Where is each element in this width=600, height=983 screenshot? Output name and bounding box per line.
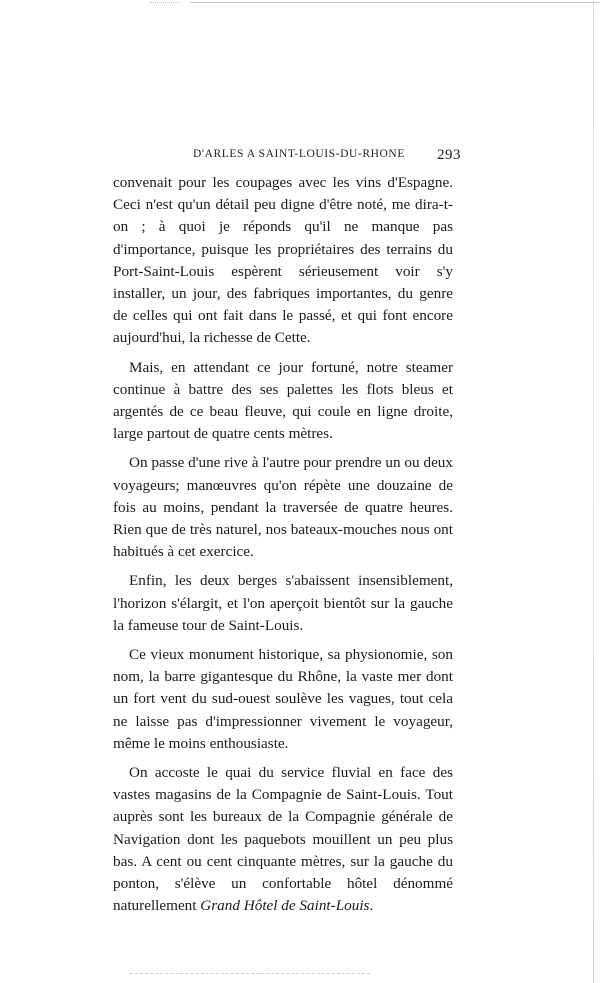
scan-artifact-top-dash — [150, 2, 180, 4]
body-text — [113, 172, 453, 925]
scan-artifact-bottom-dots — [130, 973, 370, 975]
paragraph-6 — [113, 762, 453, 917]
paragraph-6-end: . — [369, 897, 374, 915]
hotel-name: Grand Hôtel de Saint-Louis — [200, 897, 370, 915]
page-number: 293 — [437, 147, 461, 163]
paragraph-4: Enfin, les deux berges s'abaissent insensiblement, l'horizon s'élargit, et l'on aperçoit bientôt sur la gauche la fameuse tour de Saint-Louis. — [113, 572, 453, 634]
paragraph-5: Ce vieux monument historique, sa physionomie, son nom, la barre gigantesque du Rhône, la vaste mer dont un fort vent du sud-ouest soulève les vagues, tout cela ne laisse pas d'impressionner vivement le voyageur, même le moins enthousiaste. — [113, 646, 453, 752]
scan-artifact-top-line — [190, 2, 600, 3]
paragraph-3: On passe d'une rive à l'autre pour prendre un ou deux voyageurs; manœuvres qu'on répète une douzaine de fois au moins, pendant la traversée de quatre heures. Rien que de très naturel, nos bateaux-mouches nous ont habitués à cet exercice. — [113, 454, 453, 561]
running-title: D'ARLES A SAINT-LOUIS-DU-RHONE — [193, 148, 405, 160]
scan-artifact-right-edge — [593, 0, 594, 983]
paragraph-1: convenait pour les coupages avec les vins d'Espagne. Ceci n'est qu'un détail peu digne d'être noté, me dira-t-on ; à quoi je réponds qu'il ne manque pas d'importance, puisque les propriétaires des terrains du Port-Saint-Louis espèrent sérieusement voir s'y installer, un jour, des fabriques importantes, du genre de celles qui ont fait dans le passé, et qui font encore aujourd'hui, la richesse de Cette. — [113, 174, 453, 347]
paragraph-2: Mais, en attendant ce jour fortuné, notre steamer continue à battre des ses palettes les flots bleus et argentés de ce beau fleuve, qui coule en ligne droite, large partout de quatre cents mètres. — [113, 358, 453, 443]
paragraph-6-text: On accoste le quai du service fluvial en face des vastes magasins de la Compagnie de Saint-Louis. Tout auprès sont les bureaux de la Compagnie générale de Navigation dont les paquebots mouillent un peu plus bas. A cent ou cent cinquante mètres, sur la gauche du ponton, s'élève un confortable hôtel dénommé naturellement — [113, 764, 453, 915]
